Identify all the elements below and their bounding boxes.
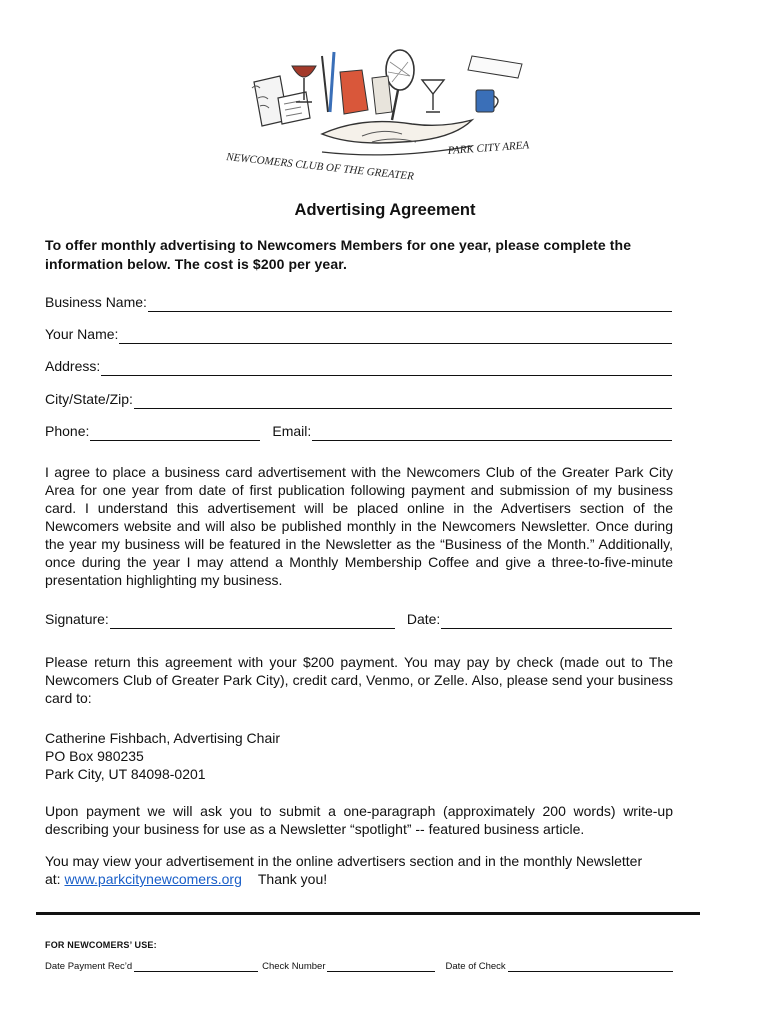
check-number-label: Check Number xyxy=(262,961,326,972)
city-state-zip-label: City/State/Zip: xyxy=(45,391,133,407)
address-field[interactable] xyxy=(45,356,672,376)
check-number-line[interactable] xyxy=(327,961,435,972)
city-state-zip-input-line[interactable] xyxy=(134,390,672,409)
date-of-check-label: Date of Check xyxy=(445,961,506,972)
logo-caption-right: PARK CITY AREA xyxy=(447,139,530,157)
your-name-input-line[interactable] xyxy=(119,325,672,344)
address-label: Address: xyxy=(45,358,101,374)
signature-input-line[interactable] xyxy=(110,610,395,629)
website-link[interactable]: www.parkcitynewcomers.org xyxy=(64,871,242,887)
address-po-box: PO Box 980235 xyxy=(45,748,144,764)
date-label: Date: xyxy=(406,611,441,627)
date-paid-label: Date Payment Rec’d xyxy=(45,961,133,972)
page-title: Advertising Agreement xyxy=(294,201,476,219)
business-name-field[interactable] xyxy=(45,292,672,312)
logo-caption-left: NEWCOMERS CLUB OF THE GREATER xyxy=(225,151,415,183)
newcomers-club-logo xyxy=(222,42,552,192)
phone-email-row xyxy=(45,421,672,441)
office-use-row xyxy=(45,958,673,972)
view-at-text: at: xyxy=(45,871,65,887)
writeup-paragraph: Upon payment we will ask you to submit a one-paragraph (approximately 200 words) write-up describing your business for use as a Newsletter “spotlight” -- featured business article. xyxy=(45,803,673,837)
business-name-input-line[interactable] xyxy=(148,293,672,312)
section-divider xyxy=(36,912,700,915)
date-paid-line[interactable] xyxy=(134,961,258,972)
intro-text: To offer monthly advertising to Newcomers Members for one year, please complete the information below. The cost is $200 per year. xyxy=(45,237,632,272)
your-name-label: Your Name: xyxy=(45,326,119,342)
view-line-1: You may view your advertisement in the online advertisers section and in the monthly Newsletter xyxy=(45,853,643,869)
city-state-zip-field[interactable] xyxy=(45,389,672,409)
phone-label: Phone: xyxy=(45,423,90,439)
address-name: Catherine Fishbach, Advertising Chair xyxy=(45,730,281,746)
return-instructions: Please return this agreement with your $200 payment. You may pay by check (made out to The Newcomers Club of Greater Park City), credit card, Venmo, or Zelle. Also, please send your business card to: xyxy=(45,654,673,706)
phone-input-line[interactable] xyxy=(90,422,260,441)
signature-label: Signature: xyxy=(45,611,109,627)
signature-row xyxy=(45,609,672,629)
date-of-check-line[interactable] xyxy=(508,961,673,972)
agreement-paragraph: I agree to place a business card advertisement with the Newcomers Club of the Greater Park City Area for one year from date of first publication following payment and submission of my business card. I understand this advertisement will be placed online in the Advertisers section of the Newcomers website and will also be published monthly in the Newcomers Newsletter. Once during the year my business will be featured in the Newsletter as the “Business of the Month.” Additionally, once during the year I may attend a Monthly Membership Coffee and give a three-to-five-minute presentation highlighting my business. xyxy=(45,464,673,588)
address-input-line[interactable] xyxy=(101,357,672,376)
date-input-line[interactable] xyxy=(441,610,672,629)
mailing-address xyxy=(45,729,280,783)
thank-you-text: Thank you! xyxy=(257,871,328,887)
office-use-heading: FOR NEWCOMERS’ USE: xyxy=(45,940,157,950)
email-input-line[interactable] xyxy=(312,422,672,441)
business-name-label: Business Name: xyxy=(45,294,147,310)
email-label: Email: xyxy=(272,423,312,439)
view-line-2 xyxy=(45,870,673,888)
address-city: Park City, UT 84098-0201 xyxy=(45,766,206,782)
view-advertisement-paragraph xyxy=(45,852,673,888)
your-name-field[interactable] xyxy=(45,324,672,344)
